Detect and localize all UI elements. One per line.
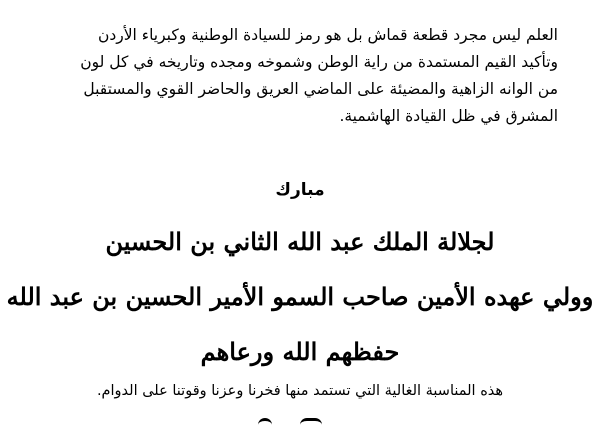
paragraph-line-1: العلم ليس مجرد قطعة قماش بل هو رمز للسيادة الوطنية وكبرياء الأردن [97,26,558,44]
paragraph-line-3: من الوانه الزاهية والمضيئة على الماضي العريق والحاضر القوي والمستقبل [83,80,558,98]
cut-off-glyph [258,418,272,433]
king-dedication-line: لجلالة الملك عبد الله الثاني بن الحسين [105,227,495,256]
closing-sentence: هذه المناسبة الغالية التي تستمد منها فخرنا وعزنا وقوتنا على الدوام. [96,383,504,399]
cut-off-glyph [300,418,322,433]
crown-prince-dedication-line: وولي عهده الأمين صاحب السمو الأمير الحسين بن عبد الله [6,282,594,311]
blessing-line: حفظهم الله ورعاهم [200,337,400,366]
congratulations-word: مبارك [275,180,325,200]
paragraph-line-2: وتأكيد القيم المستمدة من راية الوطن وشموخه ومجده وتاريخه في كل لون [80,53,558,71]
paragraph-line-4: المشرق في ظل القيادة الهاشمية. [339,107,558,125]
flag-paragraph [28,22,558,130]
